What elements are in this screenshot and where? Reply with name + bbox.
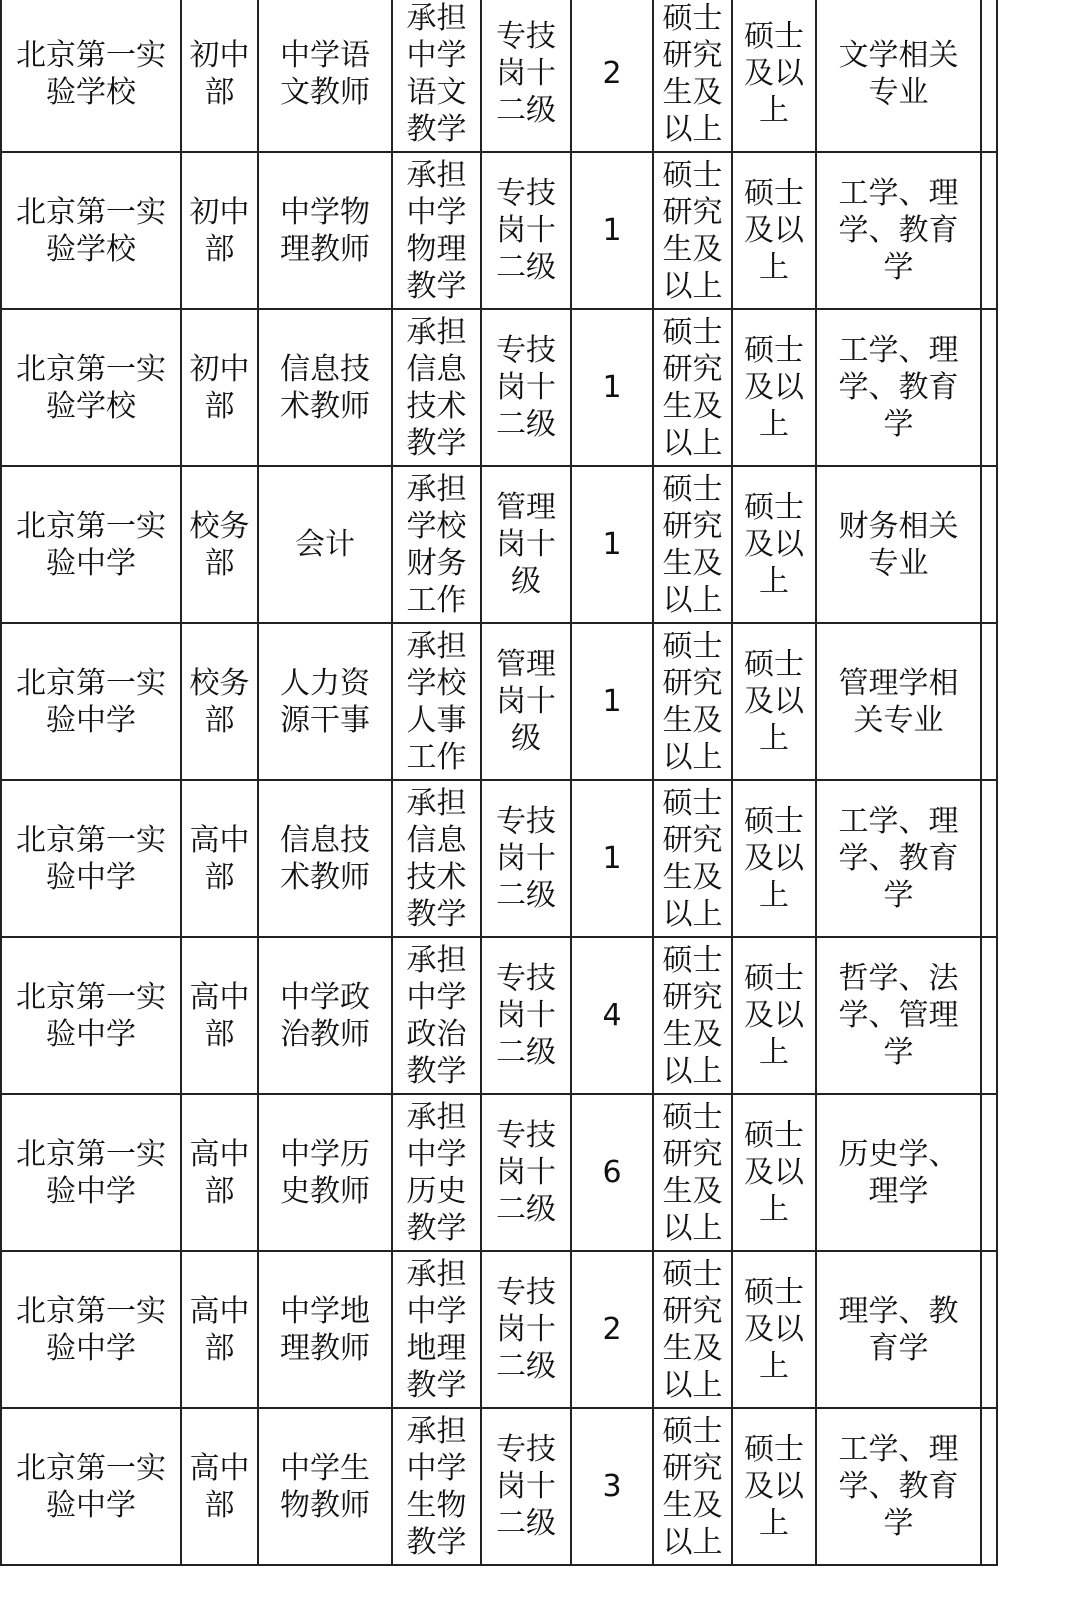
duty-cell-text: 承担信息技术教学 [406,314,467,461]
duty-cell-text: 承担中学生物教学 [406,1413,467,1560]
school-cell [1,780,181,937]
position-cell-text: 信息技术教师 [280,822,370,895]
education-cell [653,1094,732,1251]
dept-cell [181,937,258,1094]
note-cell [981,1408,997,1565]
position-cell-text: 中学历史教师 [280,1136,370,1209]
education-cell [653,1408,732,1565]
grade-cell [481,1408,571,1565]
degree-cell [732,0,816,152]
duty-cell-text: 承担中学物理教学 [406,157,467,304]
degree-cell [732,466,816,623]
count-cell [571,0,653,152]
school-cell-text: 北京第一实验学校 [16,194,166,267]
table-row [1,309,997,466]
degree-cell [732,309,816,466]
dept-cell-text: 高中部 [189,979,250,1052]
school-cell [1,1408,181,1565]
grade-cell-text: 专技岗十二级 [496,333,556,442]
dept-cell [181,623,258,780]
education-cell [653,309,732,466]
dept-cell [181,152,258,309]
education-cell-text: 硕士研究生及以上 [662,0,723,147]
table-row [1,1094,997,1251]
major-cell [816,780,981,937]
table-row [1,152,997,309]
school-cell [1,1094,181,1251]
major-cell-text: 理学、教育学 [838,1293,959,1366]
position-cell-text: 中学语文教师 [280,37,370,110]
table-row [1,466,997,623]
degree-cell-text: 硕士及以上 [744,1118,804,1227]
grade-cell-text: 专技岗十二级 [496,1432,556,1541]
education-cell-text: 硕士研究生及以上 [662,1099,723,1246]
note-cell [981,0,997,152]
degree-cell-text: 硕士及以上 [744,961,804,1070]
duty-cell [392,1408,481,1565]
duty-cell [392,1094,481,1251]
count-cell [571,152,653,309]
school-cell [1,1251,181,1408]
degree-cell [732,152,816,309]
major-cell-text: 哲学、法学、管理学 [838,961,959,1070]
dept-cell-text: 初中部 [189,194,250,267]
grade-cell-text: 专技岗十二级 [496,19,556,128]
count-cell [571,1408,653,1565]
degree-cell [732,1408,816,1565]
education-cell-text: 硕士研究生及以上 [662,942,723,1089]
grade-cell-text: 专技岗十二级 [496,1118,556,1227]
duty-cell [392,623,481,780]
grade-cell [481,466,571,623]
grade-cell [481,309,571,466]
duty-cell-text: 承担学校财务工作 [406,471,467,618]
table-row [1,623,997,780]
grade-cell [481,0,571,152]
education-cell [653,0,732,152]
major-cell-text: 历史学、理学 [838,1136,959,1209]
count-cell-text: 2 [602,56,622,91]
school-cell-text: 北京第一实验中学 [16,979,166,1052]
dept-cell-text: 高中部 [189,822,250,895]
position-cell [258,1408,392,1565]
education-cell-text: 硕士研究生及以上 [662,471,723,618]
school-cell [1,0,181,152]
note-cell [981,152,997,309]
education-cell [653,1251,732,1408]
position-cell [258,1094,392,1251]
degree-cell [732,1094,816,1251]
education-cell-text: 硕士研究生及以上 [662,157,723,304]
count-cell-text: 3 [602,1469,622,1504]
major-cell-text: 工学、理学、教育学 [838,176,959,285]
position-cell-text: 会计 [295,527,355,562]
note-cell [981,937,997,1094]
grade-cell-text: 专技岗十二级 [496,176,556,285]
count-cell-text: 1 [602,841,622,876]
note-cell [981,780,997,937]
degree-cell-text: 硕士及以上 [744,1432,804,1541]
degree-cell-text: 硕士及以上 [744,333,804,442]
dept-cell-text: 高中部 [189,1136,250,1209]
education-cell [653,152,732,309]
duty-cell [392,937,481,1094]
duty-cell [392,152,481,309]
table-body [1,0,997,1565]
major-cell [816,1251,981,1408]
count-cell-text: 1 [602,370,622,405]
count-cell [571,1251,653,1408]
note-cell [981,623,997,780]
education-cell [653,623,732,780]
degree-cell-text: 硕士及以上 [744,176,804,285]
school-cell [1,623,181,780]
degree-cell [732,937,816,1094]
dept-cell [181,780,258,937]
count-cell-text: 1 [602,527,622,562]
table-row [1,0,997,152]
position-cell [258,152,392,309]
degree-cell-text: 硕士及以上 [744,647,804,756]
dept-cell-text: 校务部 [189,665,250,738]
count-cell [571,1094,653,1251]
duty-cell [392,780,481,937]
duty-cell [392,466,481,623]
grade-cell [481,937,571,1094]
degree-cell-text: 硕士及以上 [744,1275,804,1384]
duty-cell-text: 承担学校人事工作 [406,628,467,775]
major-cell-text: 文学相关专业 [838,37,959,110]
note-cell [981,466,997,623]
duty-cell-text: 承担中学语文教学 [406,0,467,147]
count-cell-text: 6 [602,1155,622,1190]
school-cell-text: 北京第一实验中学 [16,508,166,581]
duty-cell [392,1251,481,1408]
note-cell [981,1094,997,1251]
school-cell-text: 北京第一实验中学 [16,822,166,895]
degree-cell-text: 硕士及以上 [744,490,804,599]
position-cell [258,466,392,623]
table-row [1,1408,997,1565]
note-cell [981,309,997,466]
major-cell [816,1094,981,1251]
table-row [1,780,997,937]
position-cell-text: 中学生物教师 [280,1450,370,1523]
dept-cell [181,309,258,466]
dept-cell-text: 初中部 [189,351,250,424]
major-cell-text: 管理学相关专业 [838,665,959,738]
position-cell [258,0,392,152]
dept-cell [181,0,258,152]
major-cell [816,152,981,309]
dept-cell [181,1408,258,1565]
degree-cell [732,780,816,937]
count-cell [571,623,653,780]
grade-cell [481,152,571,309]
position-cell [258,309,392,466]
grade-cell-text: 专技岗十二级 [496,961,556,1070]
school-cell-text: 北京第一实验学校 [16,351,166,424]
grade-cell [481,623,571,780]
duty-cell [392,0,481,152]
major-cell [816,309,981,466]
school-cell-text: 北京第一实验中学 [16,665,166,738]
count-cell-text: 2 [602,1312,622,1347]
dept-cell-text: 高中部 [189,1450,250,1523]
education-cell [653,780,732,937]
dept-cell [181,1251,258,1408]
school-cell-text: 北京第一实验中学 [16,1450,166,1523]
school-cell-text: 北京第一实验学校 [16,37,166,110]
duty-cell-text: 承担中学政治教学 [406,942,467,1089]
major-cell [816,466,981,623]
count-cell-text: 4 [602,998,622,1033]
grade-cell-text: 专技岗十二级 [496,1275,556,1384]
major-cell-text: 工学、理学、教育学 [838,1432,959,1541]
position-cell-text: 中学政治教师 [280,979,370,1052]
major-cell [816,937,981,1094]
grade-cell [481,780,571,937]
dept-cell-text: 初中部 [189,37,250,110]
duty-cell-text: 承担信息技术教学 [406,785,467,932]
position-cell [258,1251,392,1408]
school-cell-text: 北京第一实验中学 [16,1293,166,1366]
table-row [1,937,997,1094]
count-cell [571,937,653,1094]
school-cell [1,466,181,623]
education-cell-text: 硕士研究生及以上 [662,628,723,775]
position-cell [258,623,392,780]
degree-cell-text: 硕士及以上 [744,19,804,128]
dept-cell-text: 高中部 [189,1293,250,1366]
major-cell [816,1408,981,1565]
education-cell [653,937,732,1094]
education-cell-text: 硕士研究生及以上 [662,785,723,932]
major-cell-text: 财务相关专业 [838,508,959,581]
grade-cell [481,1094,571,1251]
position-cell-text: 人力资源干事 [280,665,370,738]
school-cell-text: 北京第一实验中学 [16,1136,166,1209]
education-cell-text: 硕士研究生及以上 [662,1256,723,1403]
education-cell-text: 硕士研究生及以上 [662,314,723,461]
count-cell [571,466,653,623]
duty-cell-text: 承担中学历史教学 [406,1099,467,1246]
major-cell-text: 工学、理学、教育学 [838,804,959,913]
grade-cell-text: 专技岗十二级 [496,804,556,913]
grade-cell-text: 管理岗十级 [496,490,556,599]
dept-cell-text: 校务部 [189,508,250,581]
grade-cell-text: 管理岗十级 [496,647,556,756]
table-row [1,1251,997,1408]
school-cell [1,309,181,466]
position-cell [258,780,392,937]
dept-cell [181,466,258,623]
grade-cell [481,1251,571,1408]
degree-cell [732,623,816,780]
note-cell [981,1251,997,1408]
position-cell [258,937,392,1094]
position-cell-text: 中学物理教师 [280,194,370,267]
school-cell [1,937,181,1094]
dept-cell [181,1094,258,1251]
count-cell [571,780,653,937]
major-cell [816,0,981,152]
duty-cell-text: 承担中学地理教学 [406,1256,467,1403]
education-cell-text: 硕士研究生及以上 [662,1413,723,1560]
education-cell [653,466,732,623]
degree-cell [732,1251,816,1408]
count-cell [571,309,653,466]
count-cell-text: 1 [602,684,622,719]
count-cell-text: 1 [602,213,622,248]
duty-cell [392,309,481,466]
position-cell-text: 中学地理教师 [280,1293,370,1366]
major-cell-text: 工学、理学、教育学 [838,333,959,442]
degree-cell-text: 硕士及以上 [744,804,804,913]
position-cell-text: 信息技术教师 [280,351,370,424]
school-cell [1,152,181,309]
major-cell [816,623,981,780]
